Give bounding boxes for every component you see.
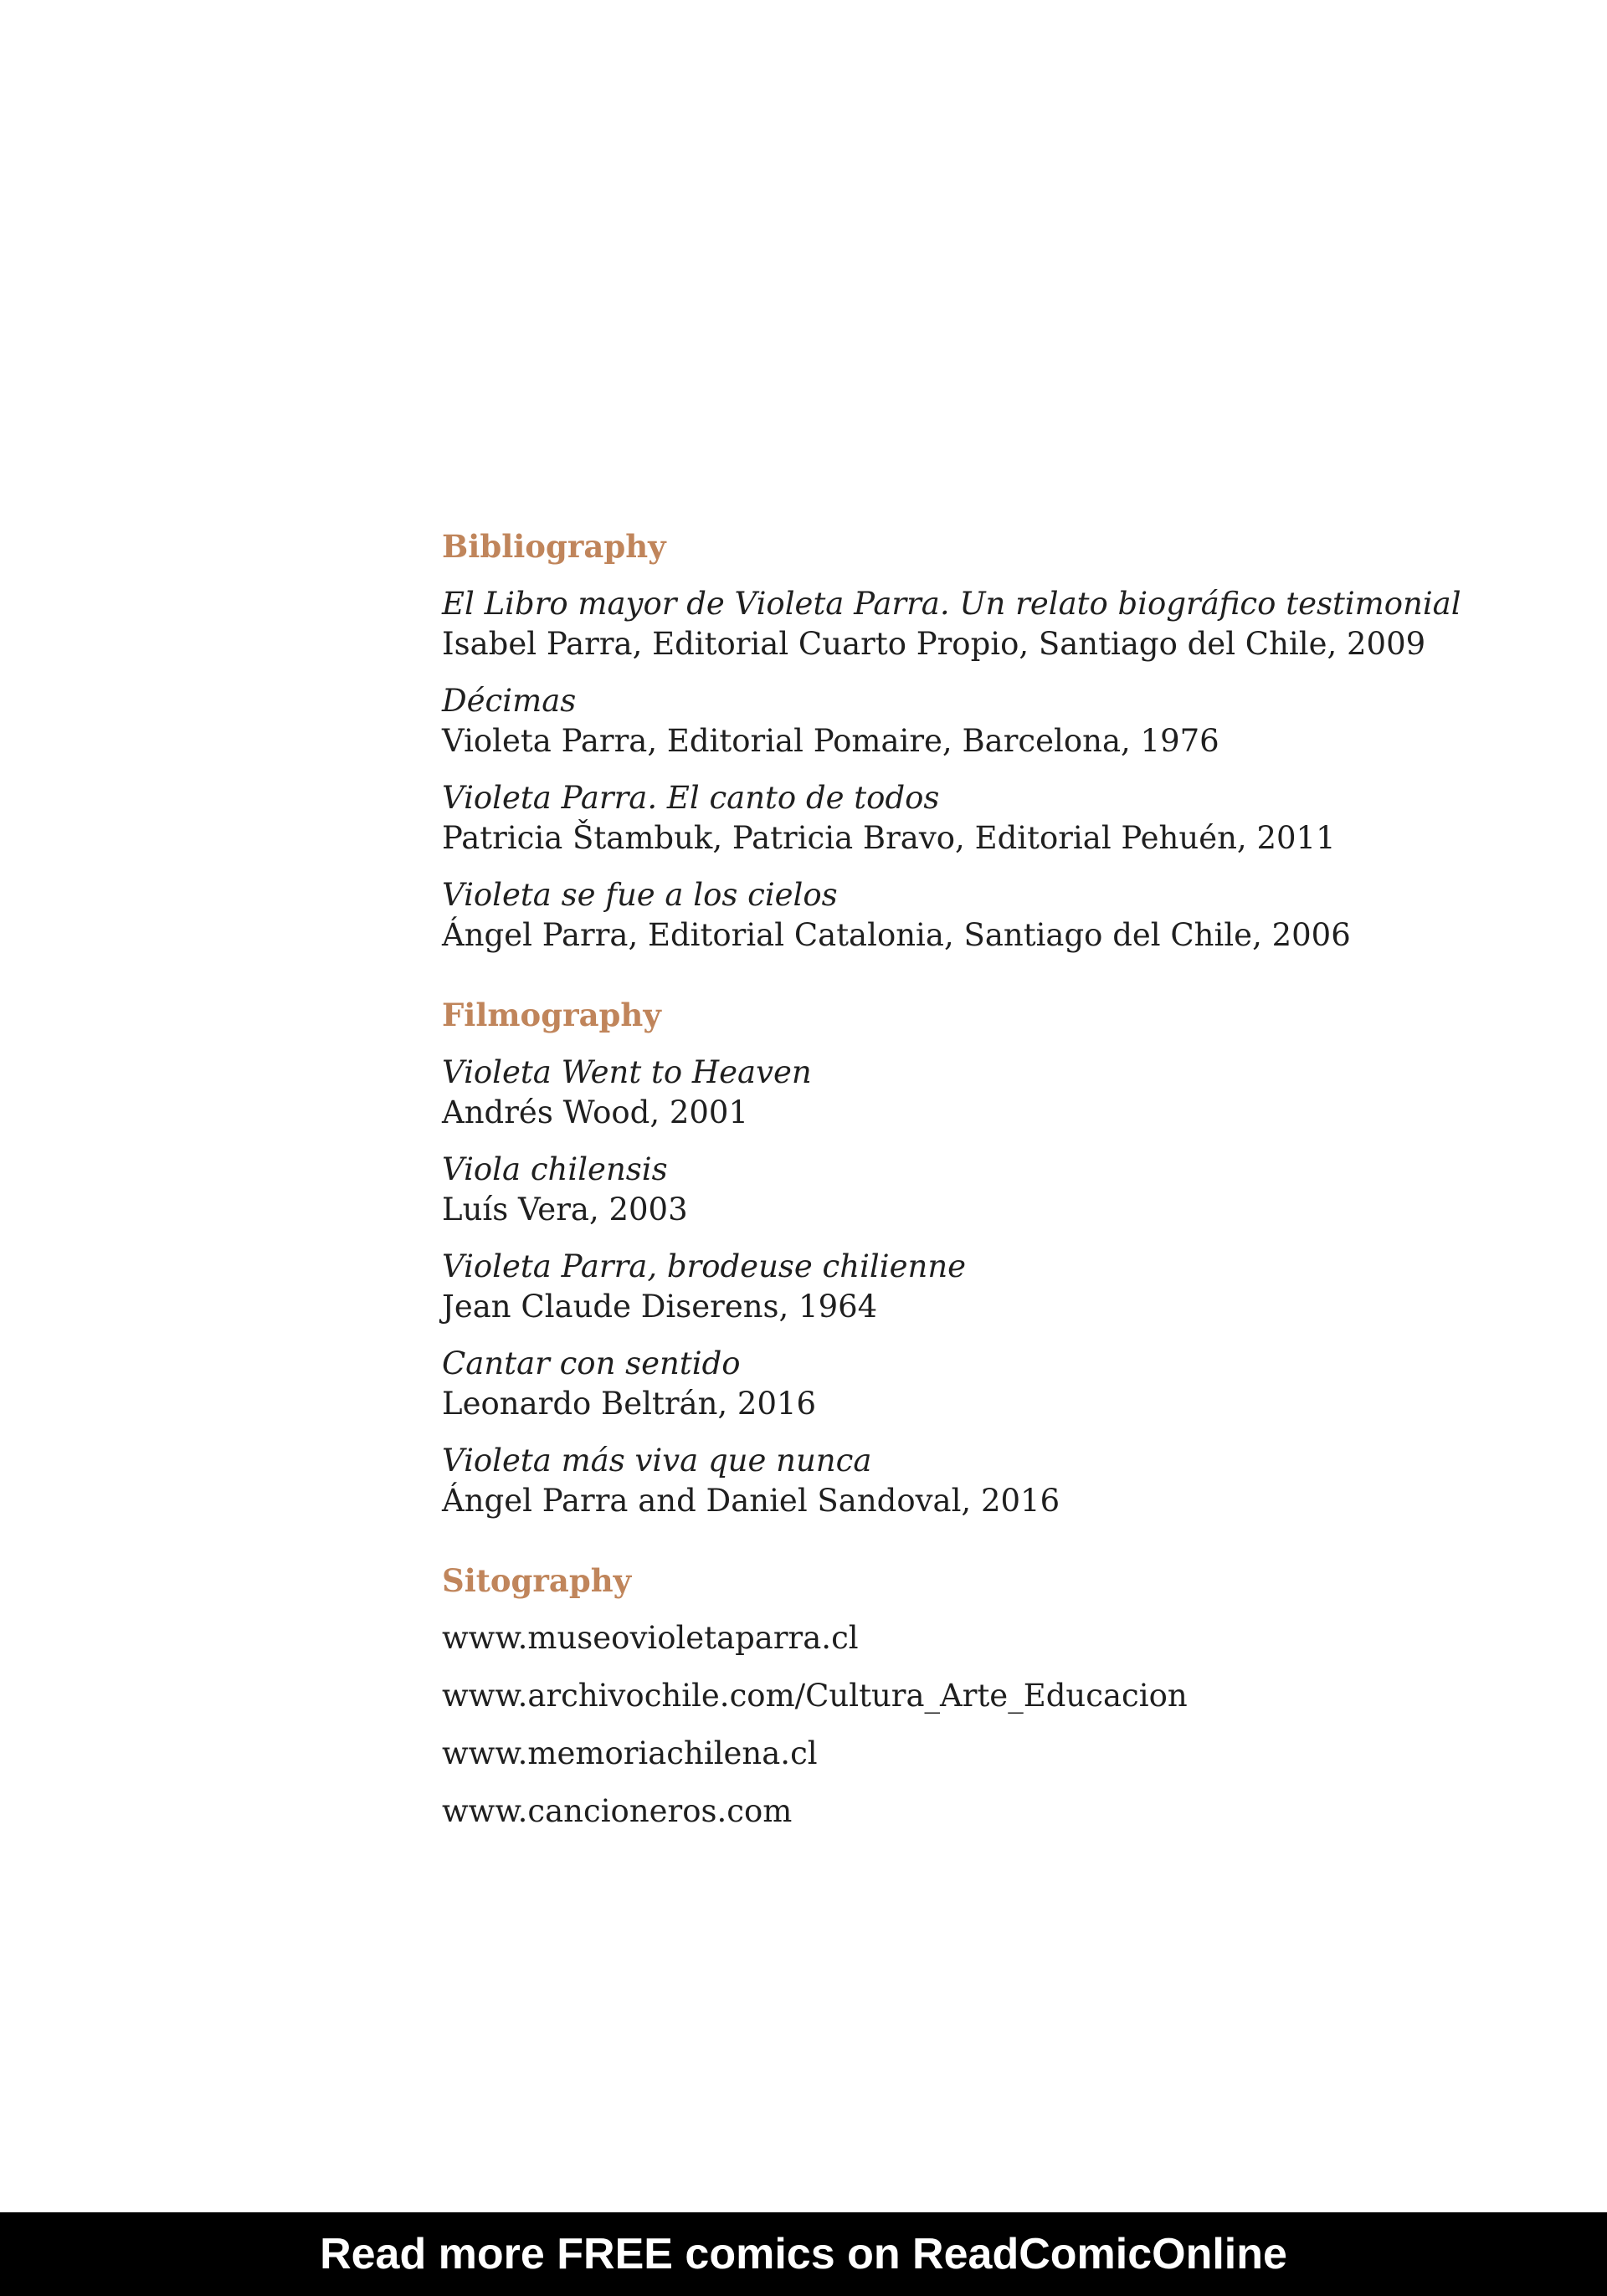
film-title: Violeta más viva que nunca (442, 1443, 872, 1479)
filmography-list (442, 1053, 1446, 1521)
filmography-entry (442, 1150, 1446, 1230)
book-detail: Ángel Parra, Editorial Catalonia, Santiago del Chile, 2006 (442, 917, 1351, 953)
promo-footer-bar (0, 2212, 1607, 2296)
book-title: El Libro mayor de Violeta Parra. Un relato biográfico testimonial (442, 586, 1461, 622)
film-title: Cantar con sentido (442, 1345, 741, 1381)
bibliography-entry (442, 778, 1446, 858)
filmography-section (442, 994, 1446, 1521)
bibliography-heading: Bibliography (442, 528, 666, 565)
filmography-heading: Filmography (442, 997, 661, 1033)
book-detail: Violeta Parra, Editorial Pomaire, Barcelona, 1976 (442, 723, 1219, 759)
sitography-section (442, 1560, 1446, 1832)
bibliography-section (442, 525, 1461, 956)
film-detail: Leonardo Beltrán, 2016 (442, 1386, 817, 1422)
bibliography-list (442, 584, 1461, 956)
film-title: Viola chilensis (442, 1151, 668, 1187)
sitography-list (442, 1618, 1446, 1832)
bibliography-entry (442, 875, 1446, 956)
film-title: Violeta Went to Heaven (442, 1054, 812, 1090)
book-detail: Patricia Štambuk, Patricia Bravo, Editorial Pehuén, 2011 (442, 820, 1336, 856)
bibliography-entry (442, 681, 1446, 761)
book-title: Violeta Parra. El canto de todos (442, 780, 940, 816)
filmography-entry (442, 1053, 1446, 1133)
book-title: Violeta se fue a los cielos (442, 877, 838, 913)
book-title: Décimas (442, 683, 577, 719)
film-detail: Luís Vera, 2003 (442, 1192, 688, 1227)
website-link: www.cancioneros.com (442, 1793, 793, 1829)
website-link: www.museovioletaparra.cl (442, 1620, 859, 1656)
filmography-entry (442, 1344, 1446, 1424)
film-title: Violeta Parra, brodeuse chilienne (442, 1248, 967, 1284)
filmography-entry (442, 1247, 1446, 1327)
website-link: www.memoriachilena.cl (442, 1735, 818, 1771)
film-detail: Ángel Parra and Daniel Sandoval, 2016 (442, 1483, 1060, 1519)
book-detail: Isabel Parra, Editorial Cuarto Propio, Santiago del Chile, 2009 (442, 626, 1426, 662)
bibliography-entry (442, 584, 1461, 664)
reference-content (442, 525, 1461, 1832)
promo-footer-text: Read more FREE comics on ReadComicOnline (320, 2230, 1287, 2278)
film-detail: Andrés Wood, 2001 (442, 1094, 749, 1130)
filmography-entry (442, 1441, 1446, 1521)
film-detail: Jean Claude Diserens, 1964 (442, 1289, 878, 1325)
website-link: www.archivochile.com/Cultura_Arte_Educacion (442, 1678, 1188, 1714)
sitography-heading: Sitography (442, 1562, 632, 1599)
